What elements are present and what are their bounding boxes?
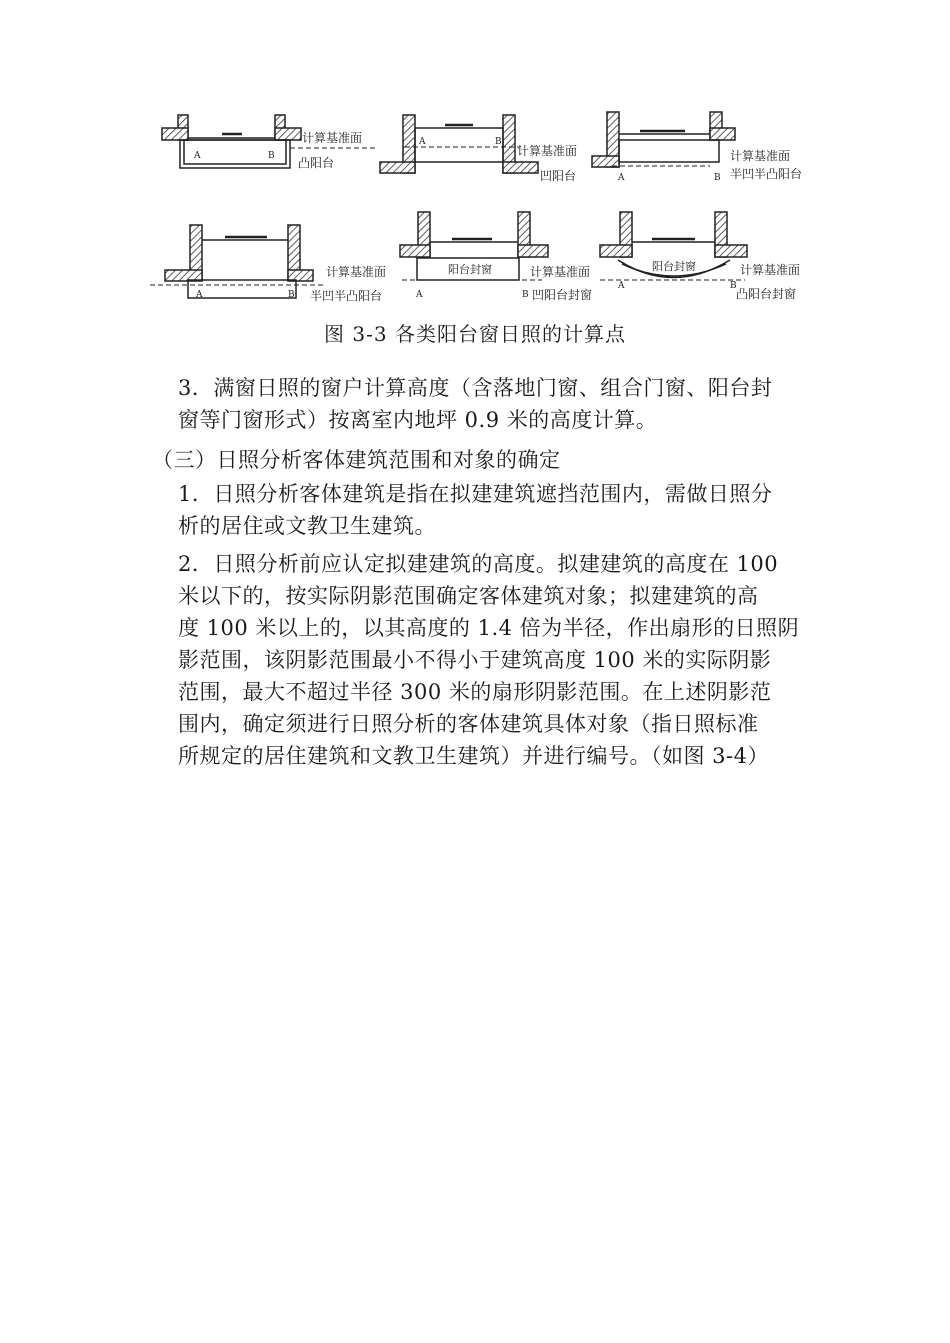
diagram5-point-a: A <box>416 290 423 300</box>
paragraph-window-height <box>178 372 858 436</box>
diagram3-calc-plane-label: 计算基准面 <box>730 149 791 163</box>
paragraph-line: 1．日照分析客体建筑是指在拟建建筑遮挡范围内，需做日照分 <box>178 482 773 506</box>
diagram3-point-a: A <box>618 173 625 183</box>
paragraph-building-height <box>178 548 858 772</box>
diagram6-point-a: A <box>618 281 625 291</box>
diagram6-sealed-label: 阳台封窗 <box>652 260 696 273</box>
diagram-semi-balcony-top <box>592 112 735 167</box>
diagram5-point-b: B <box>522 290 529 300</box>
paragraph-line: 窗等门窗形式）按离室内地坪 0.9 米的高度计算。 <box>178 408 658 432</box>
diagram2-point-b: B <box>495 137 502 147</box>
paragraph-line: 2．日照分析前应认定拟建建筑的高度。拟建建筑的高度在 100 <box>178 552 779 576</box>
diagram4-point-a: A <box>196 290 203 300</box>
balcony-diagram-figure <box>140 100 840 310</box>
paragraph-line: 影范围，该阴影范围最小不得小于建筑高度 100 米的实际阴影 <box>178 648 772 672</box>
paragraph-line: 度 100 米以上的，以其高度的 1.4 倍为半径，作出扇形的日照阴 <box>178 616 800 640</box>
paragraph-line: 范围，最大不超过半径 300 米的扇形阴影范围。在上述阴影范 <box>178 680 772 704</box>
paragraph-line: 析的居住或文教卫生建筑。 <box>178 514 436 538</box>
diagram6-caption: 凸阳台封窗 <box>736 287 797 301</box>
diagram3-caption: 半凹半凸阳台 <box>730 167 803 181</box>
diagram2-caption: 凹阳台 <box>540 169 577 183</box>
diagram-concave-balcony <box>380 115 538 173</box>
paragraph-line: 3．满窗日照的窗户计算高度（含落地门窗、组合门窗、阳台封 <box>178 376 773 400</box>
diagram6-point-b: B <box>730 281 737 291</box>
diagram4-caption: 半凹半凸阳台 <box>310 289 383 303</box>
figure-caption: 图 3-3 各类阳台窗日照的计算点 <box>324 322 626 346</box>
paragraph-line: 米以下的，按实际阴影范围确定客体建筑对象；拟建建筑的高 <box>178 584 759 608</box>
paragraph-line: 所规定的居住建筑和文教卫生建筑）并进行编号。（如图 3-4） <box>178 744 769 768</box>
diagram5-caption: 凹阳台封窗 <box>532 288 593 302</box>
diagram-semi-balcony-bottom <box>150 225 325 298</box>
diagram2-calc-plane-label: 计算基准面 <box>517 144 578 158</box>
diagram1-point-b: B <box>268 151 275 161</box>
diagram1-calc-plane-label: 计算基准面 <box>302 131 363 145</box>
diagram6-calc-plane-label: 计算基准面 <box>740 263 801 277</box>
diagram4-point-b: B <box>288 290 295 300</box>
diagram3-point-b: B <box>714 173 721 183</box>
paragraph-line: 围内，确定须进行日照分析的客体建筑具体对象（指日照标准 <box>178 712 759 736</box>
paragraph-object-building <box>178 478 858 542</box>
diagram2-point-a: A <box>419 137 426 147</box>
balcony-diagrams <box>140 100 840 310</box>
diagram1-point-a: A <box>194 151 201 161</box>
section-title: （三）日照分析客体建筑范围和对象的确定 <box>152 448 561 472</box>
diagram5-calc-plane-label: 计算基准面 <box>530 265 591 279</box>
diagram5-sealed-label: 阳台封窗 <box>448 263 492 276</box>
diagram1-caption: 凸阳台 <box>298 156 335 170</box>
diagram4-calc-plane-label: 计算基准面 <box>326 265 387 279</box>
